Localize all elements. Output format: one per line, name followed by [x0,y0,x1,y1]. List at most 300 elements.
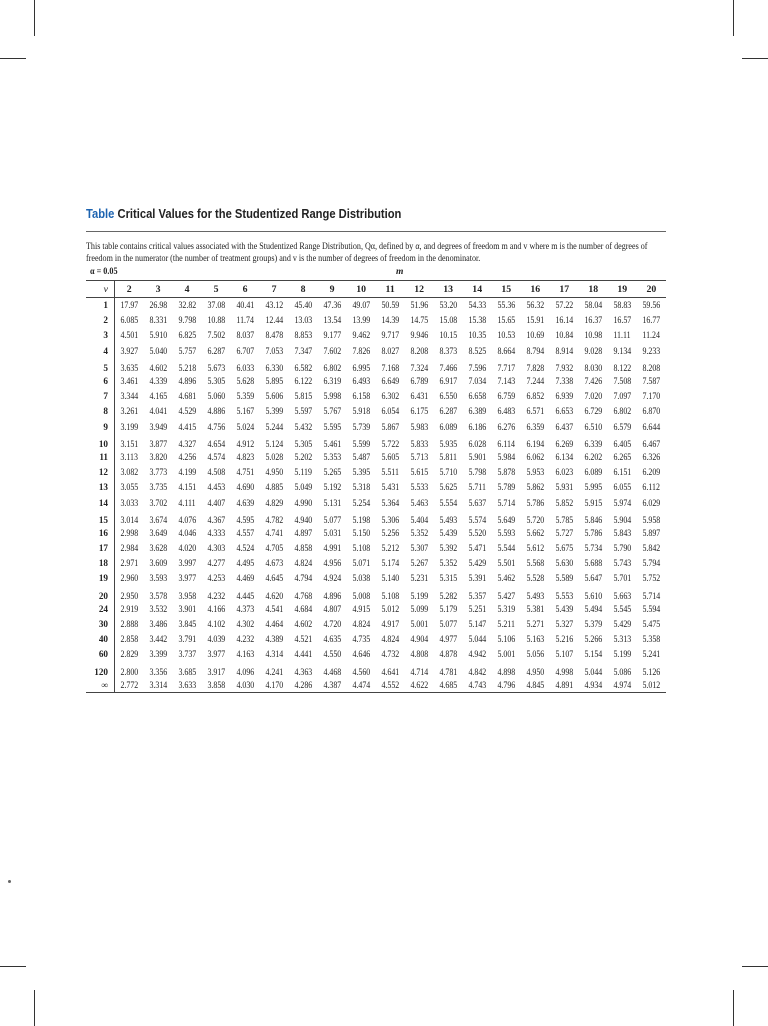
table-cell [637,298,666,313]
table-cell [434,313,463,328]
table-cell [579,510,608,525]
table-cell [202,571,231,586]
cell-value: 6.062 [526,451,545,462]
cell-value: 2.960 [120,573,139,584]
table-cell [463,434,492,449]
cell-value: 3.997 [178,558,196,569]
cell-value: 5.150 [352,527,371,538]
cell-value: 4.896 [178,376,196,387]
cell-value: 4.441 [294,649,312,660]
cell-value: 5.429 [468,558,487,569]
cell-value: 5.028 [265,451,283,462]
cell-value: 13.54 [323,315,342,326]
table-cell [521,313,550,328]
cell-value: 4.991 [323,543,342,554]
table-cell [434,328,463,343]
table-cell [115,313,144,328]
cell-value: 5.327 [555,619,574,630]
cell-value: 5.040 [149,345,167,356]
table-cell [260,525,289,540]
cell-value: 5.615 [410,467,429,478]
cell-value: 4.732 [381,649,400,660]
cell-value: 5.533 [410,482,429,493]
table-cell [289,434,318,449]
table-cell [579,358,608,373]
table-cell [579,525,608,540]
table-row [86,404,666,419]
cell-value: 6.089 [439,421,458,432]
table-cell [405,449,434,464]
cell-value: 4.241 [265,666,283,677]
table-cell [521,647,550,662]
row-df-label: 10 [86,434,115,449]
table-cell [376,480,405,495]
cell-value: 5.493 [439,514,458,525]
cell-value: 4.232 [207,590,225,601]
table-cell [579,556,608,571]
table-cell [318,525,347,540]
cell-value: 5.381 [526,603,545,614]
cell-value: 4.363 [294,666,312,677]
table-cell [637,632,666,647]
cell-value: 4.170 [265,679,283,690]
table-cell [144,616,173,631]
cell-value: 3.674 [149,514,167,525]
table-cell [492,434,521,449]
cell-value: 4.654 [207,438,225,449]
cell-value: 6.939 [555,391,574,402]
table-cell [637,510,666,525]
table-cell [608,465,637,480]
table-cell [434,525,463,540]
cell-value: 4.464 [265,619,283,630]
table-cell [231,358,260,373]
cell-value: 5.126 [642,666,661,677]
table-cell [463,541,492,556]
table-cell [202,601,231,616]
document-page [86,206,666,693]
column-header: 4 [173,281,202,298]
table-cell [521,404,550,419]
table-cell [347,449,376,464]
cell-value: 4.690 [236,482,254,493]
cell-value: 9.946 [410,330,429,341]
table-row [86,571,666,586]
cell-value: 7.502 [207,330,225,341]
cell-value: 5.391 [468,573,487,584]
table-cell [347,525,376,540]
cell-value: 6.510 [584,421,603,432]
table-cell [144,434,173,449]
table-cell [405,556,434,571]
table-cell [318,434,347,449]
cell-value: 5.099 [410,603,429,614]
table-cell [405,632,434,647]
table-cell [463,662,492,677]
cell-value: 5.395 [352,467,371,478]
table-cell [318,632,347,647]
table-cell [608,313,637,328]
table-cell [289,510,318,525]
table-cell [173,632,202,647]
table-cell [405,343,434,358]
cell-value: 10.35 [468,330,487,341]
table-cell [550,571,579,586]
cell-value: 3.461 [120,376,139,387]
cell-value: 5.106 [497,634,516,645]
cell-value: 4.684 [294,603,312,614]
table-cell [434,419,463,434]
cell-value: 3.901 [178,603,196,614]
table-cell [550,525,579,540]
cell-value: 5.743 [613,558,632,569]
table-cell [347,616,376,631]
table-cell [637,586,666,601]
column-header: 13 [434,281,463,298]
column-header: 15 [492,281,521,298]
table-cell [463,313,492,328]
cell-value: 5.475 [642,619,661,630]
cell-value: 4.165 [149,391,167,402]
cell-value: 6.493 [352,376,371,387]
table-cell [173,525,202,540]
table-cell [173,343,202,358]
cell-value: 3.486 [149,619,167,630]
row-df-label: 15 [86,510,115,525]
crop-mark [733,990,734,1026]
cell-value: 5.910 [149,330,167,341]
table-cell [144,298,173,313]
cell-value: 5.439 [439,527,458,538]
table-cell [405,328,434,343]
table-cell [463,616,492,631]
table-cell [173,465,202,480]
cell-value: 5.358 [642,634,661,645]
cell-value: 5.352 [410,527,429,538]
table-cell [318,616,347,631]
table-cell [608,404,637,419]
cell-value: 4.367 [207,514,225,525]
table-cell [434,298,463,313]
table-cell [637,358,666,373]
table-cell [434,465,463,480]
table-cell [492,313,521,328]
table-cell [173,586,202,601]
nu-header: v [86,281,115,298]
table-cell [347,358,376,373]
cell-value: 45.40 [294,300,312,311]
cell-value: 6.825 [178,330,196,341]
cell-value: 5.267 [410,558,429,569]
table-cell [434,434,463,449]
cell-value: 4.782 [265,514,283,525]
cell-value: 4.327 [178,438,196,449]
cell-value: 4.743 [468,679,487,690]
table-cell [289,449,318,464]
cell-value: 15.65 [497,315,516,326]
cell-value: 6.134 [555,451,574,462]
cell-value: 6.431 [410,391,429,402]
cell-value: 7.596 [468,362,487,373]
table-cell [492,632,521,647]
cell-value: 3.609 [149,558,167,569]
table-cell [550,389,579,404]
cell-value: 5.060 [207,391,225,402]
table-cell [231,662,260,677]
table-cell [637,480,666,495]
table-cell [550,632,579,647]
cell-value: 4.912 [236,438,254,449]
table-cell [115,541,144,556]
table-cell [463,328,492,343]
table-cell [637,419,666,434]
table-cell [463,525,492,540]
table-cell [637,677,666,692]
cell-value: 5.901 [468,451,487,462]
table-cell [231,495,260,510]
table-row [86,358,666,373]
cell-value: 13.03 [294,315,312,326]
table-cell [550,601,579,616]
cell-value: 6.302 [381,391,400,402]
cell-value: 5.786 [584,527,603,538]
cell-value: 5.001 [410,619,429,630]
cell-value: 7.932 [555,362,574,373]
m-label: m [396,267,404,277]
cell-value: 15.38 [468,315,487,326]
table-cell [231,525,260,540]
table-cell [608,480,637,495]
table-cell [550,298,579,313]
table-cell [115,525,144,540]
cell-value: 5.211 [497,619,515,630]
cell-value: 5.353 [323,451,342,462]
cell-value: 4.635 [323,634,342,645]
row-df-label: 30 [86,616,115,631]
cell-value: 5.625 [439,482,458,493]
table-cell [202,389,231,404]
table-cell [550,465,579,480]
table-cell [608,647,637,662]
cell-value: 4.020 [178,543,196,554]
cell-value: 6.085 [120,315,139,326]
cell-value: 5.544 [497,543,516,554]
cell-value: 3.344 [120,391,139,402]
table-row [86,586,666,601]
column-header: 5 [202,281,231,298]
column-header: 8 [289,281,318,298]
table-cell [550,662,579,677]
table-cell [492,541,521,556]
table-cell [434,343,463,358]
table-cell [463,480,492,495]
cell-value: 5.767 [323,406,342,417]
table-cell [608,343,637,358]
cell-value: 5.528 [526,573,545,584]
table-cell [318,449,347,464]
cell-value: 4.924 [323,573,342,584]
table-cell [608,677,637,692]
cell-value: 6.437 [555,421,574,432]
cell-value: 6.028 [468,438,487,449]
cell-value: 5.179 [439,603,458,614]
table-cell [115,495,144,510]
table-row [86,556,666,571]
cell-value: 5.998 [323,391,342,402]
table-cell [579,373,608,388]
table-cell [463,465,492,480]
cell-value: 3.635 [120,362,139,373]
cell-value: 4.303 [207,543,225,554]
cell-value: 5.147 [468,619,487,630]
cell-value: 7.170 [642,391,661,402]
table-row [86,343,666,358]
cell-value: 5.392 [439,543,458,554]
table-cell [231,510,260,525]
cell-value: 5.231 [410,573,429,584]
row-df-label: 120 [86,662,115,677]
cell-value: 6.186 [468,421,487,432]
table-cell [376,662,405,677]
table-cell [463,601,492,616]
cell-value: 5.790 [613,543,632,554]
table-title-text: Critical Values for the Studentized Range Distribution [117,206,402,221]
table-cell [550,541,579,556]
cell-value: 5.983 [410,421,429,432]
table-cell [579,404,608,419]
table-cell [115,677,144,692]
cell-value: 5.589 [555,573,574,584]
cell-value: 4.096 [236,666,254,677]
table-cell [260,677,289,692]
table-cell [173,647,202,662]
table-cell [608,556,637,571]
cell-value: 5.254 [352,497,371,508]
table-cell [260,601,289,616]
table-cell [579,571,608,586]
cell-value: 6.330 [265,362,283,373]
cell-value: 4.942 [468,649,487,660]
table-cell [492,449,521,464]
table-cell [260,343,289,358]
cell-value: 56.32 [526,300,545,311]
table-cell [376,358,405,373]
table-cell [144,632,173,647]
table-cell [231,343,260,358]
cell-value: 5.815 [294,391,312,402]
cell-value: 58.83 [613,300,632,311]
cell-value: 3.949 [149,421,167,432]
table-cell [318,677,347,692]
cell-value: 8.478 [265,330,283,341]
cell-value: 4.469 [236,573,254,584]
table-cell [289,586,318,601]
crop-mark [742,966,768,967]
cell-value: 5.266 [584,634,603,645]
table-cell [376,677,405,692]
table-row [86,647,666,662]
table-cell [260,571,289,586]
table-cell [173,495,202,510]
table-cell [144,373,173,388]
table-cell [231,586,260,601]
cell-value: 16.77 [642,315,661,326]
table-cell [463,586,492,601]
cell-value: 4.373 [236,603,254,614]
row-df-label: 4 [86,343,115,358]
table-cell [231,601,260,616]
table-cell [173,677,202,692]
row-df-label: ∞ [86,677,115,692]
table-cell [260,298,289,313]
table-cell [579,662,608,677]
cell-value: 3.791 [178,634,196,645]
cell-value: 5.568 [526,558,545,569]
cell-value: 10.84 [555,330,574,341]
cell-value: 6.089 [584,467,603,478]
cell-value: 5.984 [497,451,516,462]
cell-value: 5.431 [381,482,400,493]
table-cell [260,495,289,510]
table-cell [318,601,347,616]
cell-value: 5.663 [613,590,632,601]
table-cell [463,510,492,525]
cell-value: 5.862 [526,482,545,493]
cell-value: 5.463 [410,497,429,508]
table-cell [405,571,434,586]
cell-value: 6.467 [642,438,661,449]
table-cell [492,556,521,571]
cell-value: 5.012 [642,679,661,690]
cell-value: 2.919 [120,603,139,614]
cell-value: 4.622 [410,679,429,690]
table-cell [231,616,260,631]
table-cell [318,389,347,404]
cell-value: 5.001 [497,649,516,660]
table-cell [260,632,289,647]
table-cell [492,419,521,434]
table-cell [376,328,405,343]
cell-value: 4.824 [381,634,400,645]
table-cell [202,632,231,647]
cell-value: 5.461 [323,438,342,449]
table-cell [637,449,666,464]
table-cell [144,404,173,419]
table-cell [144,571,173,586]
table-cell [608,358,637,373]
table-cell [637,616,666,631]
crop-mark [0,966,26,967]
table-cell [376,556,405,571]
table-cell [115,373,144,388]
cell-value: 5.282 [439,590,458,601]
table-cell [289,677,318,692]
cell-value: 6.550 [439,391,458,402]
table-cell [550,313,579,328]
table-row [86,373,666,388]
table-cell [637,313,666,328]
cell-value: 8.914 [555,345,574,356]
cell-value: 49.07 [352,300,371,311]
cell-value: 3.820 [149,451,167,462]
table-cell [173,419,202,434]
table-cell [318,419,347,434]
table-cell [318,404,347,419]
cell-value: 14.39 [381,315,400,326]
cell-value: 4.039 [207,634,225,645]
table-row [86,449,666,464]
cell-value: 4.041 [149,406,167,417]
